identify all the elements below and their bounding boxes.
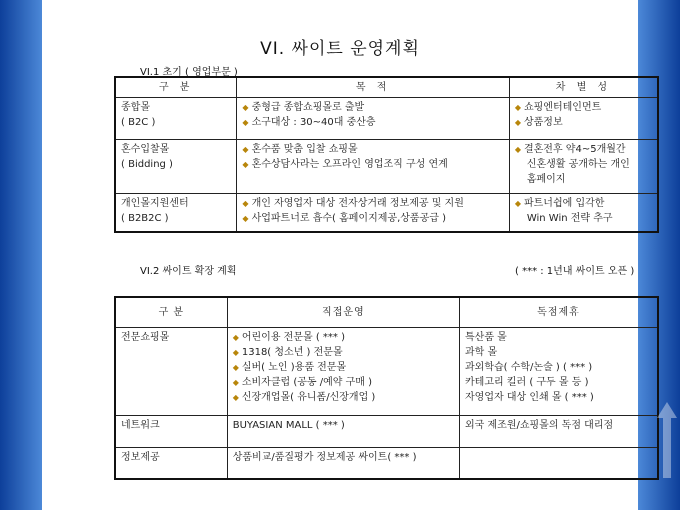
direct-item: 실버( 노인 )용품 전문몰 xyxy=(241,361,347,373)
cell-direct: BUYASIAN MALL ( *** ) xyxy=(227,415,459,447)
partner-item: 과외학습( 수학/논술 ) ( *** ) xyxy=(465,361,593,373)
col-header-direct: 직접운영 xyxy=(227,297,459,327)
cell-diff xyxy=(509,194,658,232)
cell-category xyxy=(115,140,237,194)
diamond-bullet-icon: ◆ xyxy=(242,160,249,169)
cell-category: 네트워크 xyxy=(115,415,227,447)
cell-direct xyxy=(227,327,459,415)
table-row xyxy=(115,194,658,232)
table-row xyxy=(115,327,658,415)
cell-purpose xyxy=(237,140,509,194)
category-type: ( Bidding ) xyxy=(121,159,173,170)
diff-item: 쇼핑엔터테인먼트 xyxy=(523,102,602,113)
diamond-bullet-icon: ◆ xyxy=(242,118,249,127)
partner-item: 카테고리 킬러 ( 구두 몰 등 ) xyxy=(465,376,589,388)
diamond-bullet-icon: ◆ xyxy=(514,118,521,127)
diamond-bullet-icon: ◆ xyxy=(514,145,521,154)
purpose-item: 혼수상담사라는 오프라인 영업조직 구성 연계 xyxy=(251,159,448,170)
partner-item: 특산품 몰 xyxy=(465,331,507,343)
diff-item: 결혼전후 약4~5개월간 xyxy=(523,144,626,155)
cell-partner xyxy=(460,327,659,415)
diff-item: 신혼생활 공개하는 개인 xyxy=(526,159,630,170)
category-type: ( B2B2C ) xyxy=(121,213,169,224)
cell-diff xyxy=(509,98,658,140)
category-name: 종합몰 xyxy=(121,102,150,113)
diamond-bullet-icon: ◆ xyxy=(232,377,239,387)
cell-category xyxy=(115,194,237,232)
cell-purpose xyxy=(237,98,509,140)
up-arrow-icon xyxy=(656,400,678,480)
diamond-bullet-icon: ◆ xyxy=(232,332,239,342)
purpose-item: 사업파트너로 흡수( 홈페이지제공,상품공급 ) xyxy=(251,213,446,224)
diamond-bullet-icon: ◆ xyxy=(242,103,249,112)
category-name: 개인몰지원센터 xyxy=(121,198,189,209)
col-header-category: 구 분 xyxy=(115,77,237,98)
col-header-purpose: 목 적 xyxy=(237,77,509,98)
diamond-bullet-icon: ◆ xyxy=(242,214,249,223)
cell-category xyxy=(115,98,237,140)
diamond-bullet-icon: ◆ xyxy=(232,347,239,357)
purpose-item: 혼수품 맞춤 입찰 쇼핑몰 xyxy=(251,144,358,155)
diff-item: 홈페이지 xyxy=(526,174,566,185)
slide xyxy=(42,0,638,510)
section1-label: VI.1 초기 ( 영업부문 ) xyxy=(140,67,238,78)
table-row xyxy=(115,415,658,447)
table-row xyxy=(115,98,658,140)
diamond-bullet-icon: ◆ xyxy=(232,362,239,372)
diamond-bullet-icon: ◆ xyxy=(242,145,249,154)
diamond-bullet-icon: ◆ xyxy=(232,392,239,402)
cell-purpose xyxy=(237,194,509,232)
col-header-category: 구 분 xyxy=(115,297,227,327)
cell-category: 정보제공 xyxy=(115,447,227,479)
cell-diff xyxy=(509,140,658,194)
table-row xyxy=(115,140,658,194)
purpose-item: 중형급 종합쇼핑몰로 출발 xyxy=(251,102,365,113)
col-header-partner: 독점제휴 xyxy=(460,297,659,327)
purpose-item: 소구대상 : 30~40대 중산층 xyxy=(251,117,376,128)
table-header-row xyxy=(115,297,658,327)
category-type: ( B2C ) xyxy=(121,117,156,128)
col-header-diff: 차 별 성 xyxy=(509,77,658,98)
diamond-bullet-icon: ◆ xyxy=(242,199,249,208)
cell-category: 전문쇼핑몰 xyxy=(115,327,227,415)
table-expansion-plan xyxy=(114,296,659,480)
diff-item: 파트너쉽에 입각한 xyxy=(523,198,605,209)
direct-item: 소비자클럽 (공동 /예약 구매 ) xyxy=(241,376,373,388)
page-title: VI. 싸이트 운영계획 xyxy=(260,39,420,59)
diamond-bullet-icon: ◆ xyxy=(514,199,521,208)
diff-item: Win Win 전략 추구 xyxy=(526,213,613,224)
table-header-row xyxy=(115,77,658,98)
section2-label: VI.2 싸이트 확장 계획 xyxy=(140,266,237,277)
table-initial-plan xyxy=(114,76,659,233)
direct-item: 어린이용 전문몰 ( *** ) xyxy=(241,331,345,343)
section2-note: ( *** : 1년내 싸이트 오픈 ) xyxy=(515,266,635,277)
partner-item: 자영업자 대상 인쇄 몰 ( *** ) xyxy=(465,391,594,403)
cell-direct: 상품비교/품질평가 정보제공 싸이트( *** ) xyxy=(227,447,459,479)
diamond-bullet-icon: ◆ xyxy=(514,103,521,112)
direct-item: 신장개업몰( 유니폼/신장개업 ) xyxy=(241,391,376,403)
partner-item: 과학 몰 xyxy=(465,346,498,358)
direct-item: 1318( 청소년 ) 전문몰 xyxy=(241,346,343,358)
category-name: 혼수입찰몰 xyxy=(121,144,170,155)
purpose-item: 개인 자영업자 대상 전자상거래 정보제공 및 지원 xyxy=(251,198,464,209)
table-row xyxy=(115,447,658,479)
cell-partner xyxy=(460,447,659,479)
cell-partner: 외국 제조원/쇼핑몰의 독점 대리점 xyxy=(460,415,659,447)
diff-item: 상품정보 xyxy=(523,117,563,128)
